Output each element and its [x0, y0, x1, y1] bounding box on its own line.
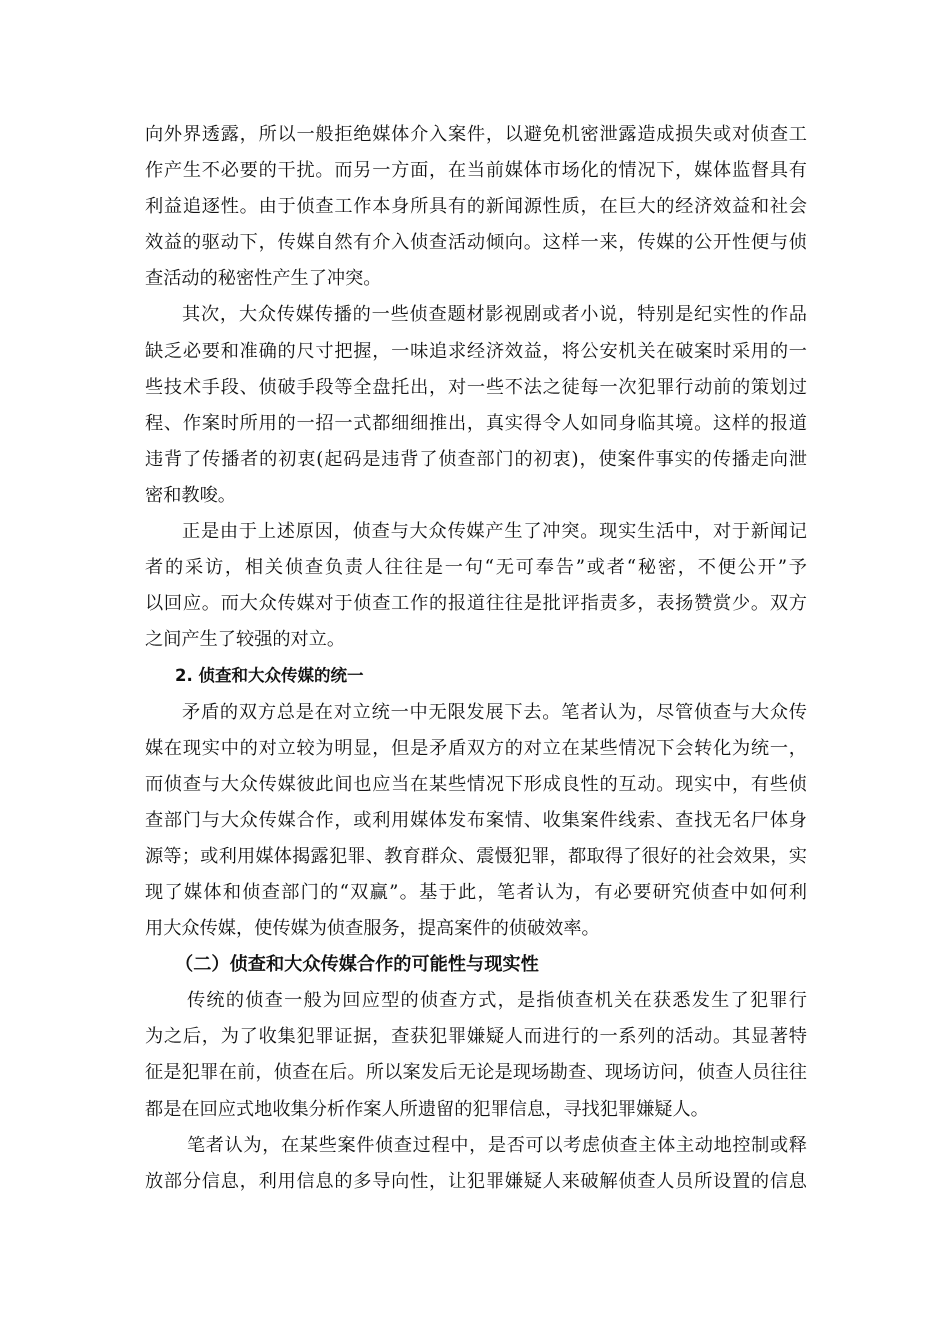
text-line: 作产生不必要的干扰。而另一方面，在当前媒体市场化的情况下，媒体监督具有 — [145, 160, 807, 182]
text-line: 些技术手段、侦破手段等全盘托出，对一些不法之徒每一次犯罪行动前的策划过 — [145, 376, 807, 398]
text-line: 违背了传播者的初衷(起码是违背了侦查部门的初衷)，使案件事实的传播走向泄 — [145, 448, 807, 470]
paragraph — [145, 297, 807, 514]
text-line: 效益的驱动下，传媒自然有介入侦查活动倾向。这样一来，传媒的公开性便与侦 — [145, 232, 807, 254]
text-line: 现了媒体和侦查部门的“双赢”。基于此，笔者认为，有必要研究侦查中如何利 — [145, 881, 807, 903]
text-line: 以回应。而大众传媒对于侦查工作的报道往往是批评指责多，表扬赞赏少。双方 — [145, 593, 807, 615]
section-heading: 2. 侦查和大众传媒的统一 — [175, 666, 364, 686]
text-line: 媒在现实中的对立较为明显，但是矛盾双方的对立在某些情况下会转化为统一， — [145, 737, 807, 759]
paragraph — [145, 983, 807, 1127]
text-line: 而侦查与大众传媒彼此间也应当在某些情况下形成良性的互动。现实中，有些侦 — [145, 773, 807, 795]
text-line: 向外界透露，所以一般拒绝媒体介入案件，以避免机密泄露造成损失或对侦查工 — [145, 124, 807, 145]
text-line: 缺乏必要和准确的尺寸把握，一味追求经济效益，将公安机关在破案时采用的一 — [145, 340, 807, 362]
section-heading: （二）侦查和大众传媒合作的可能性与现实性 — [175, 954, 539, 976]
text-line: 密和教唆。 — [145, 484, 236, 506]
text-line: 为之后，为了收集犯罪证据，查获犯罪嫌疑人而进行的一系列的活动。其显著特 — [145, 1026, 807, 1048]
text-line: 放部分信息，利用信息的多导向性，让犯罪嫌疑人来破解侦查人员所设置的信息 — [145, 1170, 807, 1192]
paragraph — [145, 514, 807, 658]
text-line: 者的采访，相关侦查负责人往往是一句“无可奉告”或者“秘密，不便公开”予 — [145, 557, 807, 579]
text-line: 矛盾的双方总是在对立统一中无限发展下去。笔者认为，尽管侦查与大众传 — [182, 701, 807, 723]
paragraph — [145, 695, 807, 948]
text-line: 查部门与大众传媒合作，或利用媒体发布案情、收集案件线索、查找无名尸体身 — [145, 809, 807, 831]
text-line: 源等；或利用媒体揭露犯罪、教育群众、震慑犯罪，都取得了很好的社会效果，实 — [145, 845, 807, 867]
text-line: 正是由于上述原因，侦查与大众传媒产生了冲突。现实生活中，对于新闻记 — [182, 521, 807, 543]
text-line: 用大众传媒，使传媒为侦查服务，提高案件的侦破效率。 — [145, 918, 600, 940]
text-line: 查活动的秘密性产生了冲突。 — [145, 268, 382, 290]
document-page — [145, 117, 807, 1200]
text-line: 其次，大众传媒传播的一些侦查题材影视剧或者小说，特别是纪实性的作品 — [182, 304, 807, 326]
text-line: 传统的侦查一般为回应型的侦查方式，是指侦查机关在获悉发生了犯罪行 — [187, 990, 807, 1012]
paragraph — [145, 1128, 807, 1200]
text-line: 都是在回应式地收集分析作案人所遗留的犯罪信息，寻找犯罪嫌疑人。 — [145, 1098, 709, 1120]
text-line: 利益追逐性。由于侦查工作本身所具有的新闻源性质，在巨大的经济效益和社会 — [145, 196, 807, 218]
text-line: 征是犯罪在前，侦查在后。所以案发后无论是现场勘查、现场访问，侦查人员往往 — [145, 1062, 807, 1084]
text-line: 程、作案时所用的一招一式都细细推出，真实得令人如同身临其境。这样的报道 — [145, 412, 807, 434]
text-line: 笔者认为，在某些案件侦查过程中，是否可以考虑侦查主体主动地控制或释 — [187, 1134, 807, 1156]
text-line: 之间产生了较强的对立。 — [145, 629, 346, 651]
paragraph — [145, 117, 807, 297]
